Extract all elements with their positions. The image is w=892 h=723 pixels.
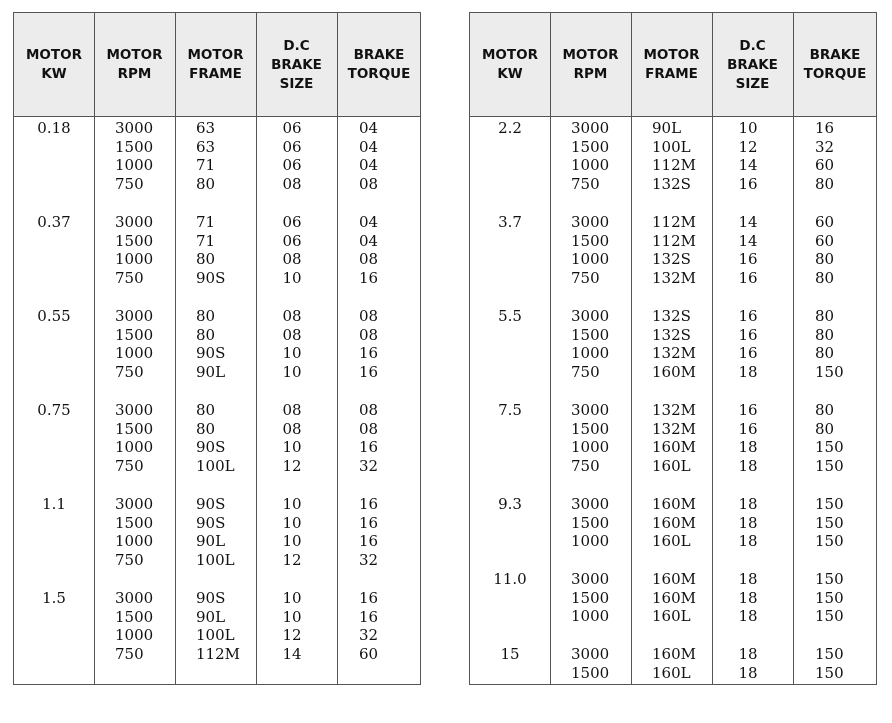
- motor-frame-value: 90L: [196, 362, 226, 381]
- motor-rpm-value: 750: [571, 362, 600, 381]
- motor-frame-column: [196, 119, 256, 193]
- motor-rpm-column: [571, 307, 631, 381]
- brake-torque-column: [815, 119, 865, 193]
- brake-size-column: [262, 589, 322, 663]
- motor-frame-column: [652, 495, 712, 551]
- motor-rpm-value: 1500: [571, 325, 610, 344]
- brake-size-value: 06: [282, 231, 302, 250]
- motor-frame-value: 90L: [196, 532, 226, 550]
- brake-size-value: 10: [282, 362, 302, 381]
- power-group: [470, 117, 876, 197]
- brake-torque-value: 08: [359, 401, 379, 419]
- brake-torque-value: 60: [359, 644, 379, 663]
- motor-kw-value: 9.3: [498, 495, 522, 513]
- brake-torque-value: 08: [359, 250, 379, 268]
- motor-frame-value: 100L: [196, 456, 235, 475]
- motor-rpm-value: 750: [115, 644, 144, 663]
- brake-torque-value: 08: [359, 307, 379, 325]
- motor-rpm-value: 1500: [115, 513, 154, 532]
- table-header: [14, 13, 420, 117]
- motor-frame-value: 90S: [196, 268, 226, 287]
- motor-frame-value: 80: [196, 325, 216, 344]
- motor-rpm-column: [115, 401, 175, 475]
- motor-rpm-value: 1500: [571, 137, 610, 156]
- brake-size-column: [262, 307, 322, 381]
- brake-torque-value: 16: [359, 344, 379, 362]
- brake-size-value: 06: [282, 137, 302, 156]
- brake-size-column: [262, 495, 322, 569]
- motor-rpm-value: 1500: [571, 419, 610, 438]
- motor-rpm-value: 3000: [571, 495, 610, 513]
- brake-size-value: 06: [282, 156, 302, 174]
- brake-size-column: [718, 119, 778, 193]
- motor-frame-column: [196, 495, 256, 569]
- motor-rpm-value: 3000: [115, 401, 154, 419]
- brake-size-column: [718, 401, 778, 475]
- brake-torque-value: 16: [815, 119, 835, 137]
- motor-rpm-column: [115, 213, 175, 287]
- motor-rpm-value: 1500: [115, 325, 154, 344]
- motor-rpm-value: 750: [115, 456, 144, 475]
- brake-torque-column: [815, 307, 865, 381]
- brake-size-value: 18: [738, 663, 758, 682]
- brake-size-value: 18: [738, 513, 758, 532]
- header-brake-torque: BRAKE TORQUE: [347, 47, 411, 82]
- brake-torque-value: 150: [815, 607, 844, 625]
- brake-torque-value: 150: [815, 495, 844, 513]
- brake-size-value: 14: [282, 644, 302, 663]
- motor-rpm-value: 1000: [115, 156, 154, 174]
- brake-torque-value: 150: [815, 513, 844, 532]
- motor-rpm-value: 750: [115, 362, 144, 381]
- motor-rpm-value: 750: [571, 456, 600, 475]
- motor-frame-value: 90S: [196, 344, 226, 362]
- motor-frame-value: 71: [196, 213, 216, 231]
- motor-frame-column: [196, 589, 256, 663]
- motor-rpm-value: 1500: [115, 137, 154, 156]
- motor-rpm-column: [571, 213, 631, 287]
- brake-torque-value: 150: [815, 456, 844, 475]
- brake-size-column: [718, 307, 778, 381]
- motor-frame-value: 160L: [652, 663, 691, 682]
- motor-frame-column: [196, 213, 256, 287]
- motor-rpm-value: 1500: [115, 607, 154, 626]
- brake-size-value: 18: [738, 570, 758, 588]
- brake-size-value: 10: [282, 513, 302, 532]
- motor-frame-column: [196, 401, 256, 475]
- motor-frame-value: 100L: [196, 626, 235, 644]
- brake-torque-value: 16: [359, 362, 379, 381]
- brake-torque-value: 150: [815, 532, 844, 550]
- brake-size-value: 10: [282, 268, 302, 287]
- brake-torque-value: 80: [815, 250, 835, 268]
- brake-torque-value: 16: [359, 589, 379, 607]
- brake-size-value: 08: [282, 401, 302, 419]
- motor-kw-value: 3.7: [498, 213, 522, 231]
- brake-size-value: 16: [738, 174, 758, 193]
- brake-size-value: 14: [738, 231, 758, 250]
- brake-torque-value: 150: [815, 663, 844, 682]
- motor-frame-value: 160L: [652, 607, 691, 625]
- power-group: [470, 305, 876, 385]
- motor-frame-value: 90S: [196, 589, 226, 607]
- brake-torque-value: 80: [815, 174, 835, 193]
- motor-frame-value: 100L: [196, 550, 235, 569]
- power-group: [14, 211, 420, 291]
- motor-rpm-value: 1000: [115, 626, 154, 644]
- brake-torque-column: [359, 401, 409, 475]
- brake-size-value: 10: [738, 119, 758, 137]
- brake-size-value: 18: [738, 532, 758, 550]
- brake-torque-column: [815, 645, 865, 682]
- motor-frame-value: 160L: [652, 456, 691, 475]
- motor-frame-value: 71: [196, 231, 216, 250]
- brake-size-value: 12: [738, 137, 758, 156]
- brake-torque-value: 16: [359, 495, 379, 513]
- motor-rpm-value: 750: [571, 174, 600, 193]
- motor-rpm-column: [571, 570, 631, 626]
- brake-torque-value: 60: [815, 231, 835, 250]
- motor-kw-value: 7.5: [498, 401, 522, 419]
- power-group: [14, 117, 420, 197]
- motor-frame-value: 112M: [652, 213, 696, 231]
- motor-frame-value: 80: [196, 174, 216, 193]
- brake-torque-value: 16: [359, 268, 379, 287]
- table-body: [14, 117, 420, 684]
- brake-size-value: 08: [282, 250, 302, 268]
- motor-rpm-value: 3000: [571, 213, 610, 231]
- motor-rpm-value: 1500: [115, 419, 154, 438]
- motor-brake-table-right: [469, 12, 877, 685]
- brake-torque-column: [359, 495, 409, 569]
- motor-frame-value: 71: [196, 156, 216, 174]
- motor-rpm-column: [115, 119, 175, 193]
- brake-torque-column: [815, 570, 865, 626]
- brake-size-column: [262, 213, 322, 287]
- motor-rpm-value: 1500: [571, 663, 610, 682]
- motor-frame-value: 112M: [652, 231, 696, 250]
- brake-size-value: 18: [738, 588, 758, 607]
- brake-torque-value: 04: [359, 119, 379, 137]
- brake-size-value: 12: [282, 626, 302, 644]
- brake-size-value: 14: [738, 156, 758, 174]
- brake-torque-column: [815, 401, 865, 475]
- brake-size-value: 10: [282, 607, 302, 626]
- motor-frame-value: 90S: [196, 495, 226, 513]
- brake-size-value: 18: [738, 607, 758, 625]
- motor-frame-value: 132M: [652, 401, 696, 419]
- motor-rpm-value: 1000: [571, 344, 610, 362]
- motor-frame-value: 132M: [652, 268, 696, 287]
- motor-rpm-value: 3000: [571, 570, 610, 588]
- brake-size-column: [718, 570, 778, 626]
- motor-frame-column: [652, 401, 712, 475]
- brake-size-value: 18: [738, 495, 758, 513]
- brake-size-value: 12: [282, 550, 302, 569]
- motor-rpm-value: 1000: [571, 438, 610, 456]
- header-motor-rpm: MOTOR RPM: [562, 47, 619, 82]
- brake-torque-value: 80: [815, 268, 835, 287]
- brake-torque-column: [359, 119, 409, 193]
- motor-rpm-column: [571, 401, 631, 475]
- motor-rpm-value: 1000: [571, 156, 610, 174]
- brake-torque-value: 08: [359, 174, 379, 193]
- motor-rpm-value: 750: [115, 268, 144, 287]
- motor-frame-column: [652, 307, 712, 381]
- power-group: [14, 493, 420, 573]
- brake-torque-value: 80: [815, 325, 835, 344]
- brake-torque-value: 16: [359, 513, 379, 532]
- power-group: [470, 211, 876, 291]
- brake-size-value: 16: [738, 325, 758, 344]
- motor-rpm-value: 3000: [115, 589, 154, 607]
- motor-frame-value: 132S: [652, 250, 691, 268]
- power-group: [14, 399, 420, 479]
- brake-size-value: 16: [738, 307, 758, 325]
- motor-kw-value: 0.55: [37, 307, 71, 325]
- brake-torque-value: 80: [815, 344, 835, 362]
- brake-size-column: [262, 401, 322, 475]
- power-group: [470, 493, 876, 573]
- brake-size-value: 16: [738, 268, 758, 287]
- motor-rpm-column: [571, 119, 631, 193]
- motor-frame-value: 112M: [196, 644, 240, 663]
- brake-size-value: 16: [738, 344, 758, 362]
- brake-torque-column: [359, 307, 409, 381]
- motor-frame-value: 132S: [652, 174, 691, 193]
- brake-torque-value: 150: [815, 362, 844, 381]
- motor-frame-column: [652, 570, 712, 626]
- motor-rpm-column: [571, 495, 631, 551]
- brake-torque-value: 150: [815, 645, 844, 663]
- motor-frame-column: [652, 213, 712, 287]
- motor-rpm-column: [115, 589, 175, 663]
- motor-frame-value: 90S: [196, 513, 226, 532]
- brake-size-column: [262, 119, 322, 193]
- motor-rpm-column: [115, 495, 175, 569]
- motor-rpm-value: 3000: [571, 645, 610, 663]
- motor-kw-value: 1.5: [42, 589, 66, 607]
- motor-rpm-column: [115, 307, 175, 381]
- motor-frame-value: 80: [196, 250, 216, 268]
- brake-size-value: 06: [282, 119, 302, 137]
- header-motor-rpm: MOTOR RPM: [106, 47, 163, 82]
- brake-torque-value: 80: [815, 419, 835, 438]
- motor-frame-column: [652, 645, 712, 682]
- motor-rpm-value: 3000: [115, 495, 154, 513]
- brake-torque-column: [815, 495, 865, 551]
- brake-size-value: 10: [282, 495, 302, 513]
- motor-kw-value: 0.37: [37, 213, 71, 231]
- brake-torque-value: 150: [815, 570, 844, 588]
- brake-size-value: 18: [738, 362, 758, 381]
- brake-torque-value: 04: [359, 213, 379, 231]
- motor-frame-value: 132M: [652, 419, 696, 438]
- power-group: [470, 399, 876, 479]
- brake-torque-value: 04: [359, 156, 379, 174]
- motor-frame-value: 90L: [196, 607, 226, 626]
- motor-rpm-value: 1500: [571, 513, 610, 532]
- motor-rpm-value: 1000: [115, 438, 154, 456]
- brake-size-column: [718, 495, 778, 551]
- table-body: [470, 117, 876, 684]
- header-motor-frame: MOTOR FRAME: [187, 47, 244, 82]
- motor-rpm-value: 750: [115, 550, 144, 569]
- motor-frame-value: 160M: [652, 570, 696, 588]
- brake-torque-value: 80: [815, 307, 835, 325]
- brake-torque-value: 16: [359, 532, 379, 550]
- header-brake-torque: BRAKE TORQUE: [803, 47, 867, 82]
- brake-size-value: 18: [738, 438, 758, 456]
- brake-torque-value: 150: [815, 588, 844, 607]
- brake-torque-value: 32: [359, 456, 379, 475]
- motor-frame-value: 160M: [652, 495, 696, 513]
- motor-rpm-column: [571, 645, 631, 682]
- motor-frame-value: 100L: [652, 137, 691, 156]
- motor-frame-value: 80: [196, 401, 216, 419]
- motor-rpm-value: 3000: [115, 119, 154, 137]
- motor-frame-value: 160M: [652, 588, 696, 607]
- brake-torque-value: 80: [815, 401, 835, 419]
- brake-size-value: 14: [738, 213, 758, 231]
- motor-rpm-value: 3000: [571, 119, 610, 137]
- motor-rpm-value: 1500: [571, 588, 610, 607]
- brake-size-value: 08: [282, 174, 302, 193]
- brake-size-column: [718, 213, 778, 287]
- motor-frame-value: 90S: [196, 438, 226, 456]
- motor-kw-value: 0.75: [37, 401, 71, 419]
- motor-frame-value: 90L: [652, 119, 682, 137]
- motor-frame-value: 80: [196, 419, 216, 438]
- power-group: [14, 587, 420, 667]
- table-header: [470, 13, 876, 117]
- header-motor-kw: MOTOR KW: [482, 47, 538, 82]
- motor-frame-value: 80: [196, 307, 216, 325]
- motor-kw-value: 1.1: [42, 495, 66, 513]
- motor-frame-value: 63: [196, 137, 216, 156]
- motor-rpm-value: 750: [571, 268, 600, 287]
- header-dc-brake-size: D.C BRAKE SIZE: [727, 37, 778, 92]
- motor-rpm-value: 1000: [115, 532, 154, 550]
- brake-size-value: 16: [738, 419, 758, 438]
- motor-rpm-value: 1000: [571, 607, 610, 625]
- motor-rpm-value: 3000: [571, 307, 610, 325]
- motor-frame-value: 132M: [652, 344, 696, 362]
- motor-frame-value: 132S: [652, 325, 691, 344]
- motor-rpm-value: 1000: [571, 250, 610, 268]
- brake-torque-column: [815, 213, 865, 287]
- motor-frame-column: [196, 307, 256, 381]
- brake-size-value: 18: [738, 645, 758, 663]
- motor-frame-value: 160M: [652, 438, 696, 456]
- brake-torque-value: 150: [815, 438, 844, 456]
- brake-size-value: 10: [282, 438, 302, 456]
- brake-torque-value: 04: [359, 231, 379, 250]
- motor-rpm-value: 3000: [571, 401, 610, 419]
- brake-size-value: 12: [282, 456, 302, 475]
- header-dc-brake-size: D.C BRAKE SIZE: [271, 37, 322, 92]
- brake-size-value: 18: [738, 456, 758, 475]
- motor-frame-value: 160M: [652, 645, 696, 663]
- brake-torque-value: 16: [359, 438, 379, 456]
- brake-torque-value: 32: [359, 626, 379, 644]
- brake-size-value: 16: [738, 401, 758, 419]
- motor-frame-value: 63: [196, 119, 216, 137]
- motor-rpm-value: 3000: [115, 213, 154, 231]
- motor-frame-value: 160M: [652, 513, 696, 532]
- brake-torque-value: 32: [359, 550, 379, 569]
- brake-size-value: 10: [282, 344, 302, 362]
- power-group: [14, 305, 420, 385]
- brake-torque-value: 32: [815, 137, 835, 156]
- power-group: [470, 568, 876, 648]
- motor-rpm-value: 1500: [115, 231, 154, 250]
- motor-rpm-value: 1000: [571, 532, 610, 550]
- brake-size-value: 16: [738, 250, 758, 268]
- motor-kw-value: 5.5: [498, 307, 522, 325]
- brake-torque-value: 08: [359, 419, 379, 438]
- brake-torque-value: 16: [359, 607, 379, 626]
- motor-frame-value: 160M: [652, 362, 696, 381]
- motor-frame-value: 112M: [652, 156, 696, 174]
- motor-frame-value: 160L: [652, 532, 691, 550]
- motor-kw-value: 0.18: [37, 119, 71, 137]
- motor-rpm-value: 1000: [115, 344, 154, 362]
- header-motor-kw: MOTOR KW: [26, 47, 82, 82]
- brake-torque-value: 04: [359, 137, 379, 156]
- motor-rpm-value: 1000: [115, 250, 154, 268]
- header-motor-frame: MOTOR FRAME: [643, 47, 700, 82]
- motor-kw-value: 2.2: [498, 119, 522, 137]
- brake-torque-value: 60: [815, 213, 835, 231]
- brake-size-value: 08: [282, 419, 302, 438]
- motor-rpm-value: 750: [115, 174, 144, 193]
- brake-size-value: 06: [282, 213, 302, 231]
- motor-frame-column: [652, 119, 712, 193]
- brake-torque-value: 60: [815, 156, 835, 174]
- brake-size-value: 10: [282, 532, 302, 550]
- brake-size-column: [718, 645, 778, 682]
- brake-torque-column: [359, 589, 409, 663]
- power-group: [470, 643, 876, 723]
- brake-size-value: 08: [282, 307, 302, 325]
- brake-size-value: 10: [282, 589, 302, 607]
- motor-kw-value: 15: [500, 645, 520, 663]
- motor-kw-value: 11.0: [493, 570, 527, 588]
- brake-torque-column: [359, 213, 409, 287]
- brake-torque-value: 08: [359, 325, 379, 344]
- motor-brake-table-left: [13, 12, 421, 685]
- motor-rpm-value: 1500: [571, 231, 610, 250]
- brake-size-value: 08: [282, 325, 302, 344]
- motor-rpm-value: 3000: [115, 307, 154, 325]
- motor-frame-value: 132S: [652, 307, 691, 325]
